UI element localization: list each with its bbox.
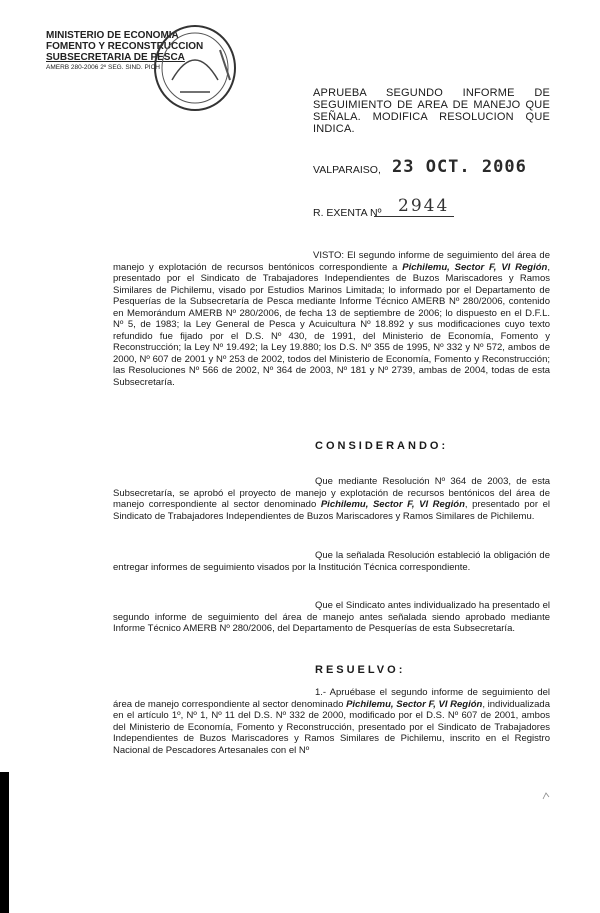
considerando-paragraph-3: Que el Sindicato antes individualizado ha presentado el segundo informe de seguimiento del área de manejo antes señalada siendo aprobado mediante Informe Técnico AMERB Nº 280/2006, del Departamento de Pesquerías de esta Subsecretaría. (113, 600, 550, 634)
resuelvo-1-rest: , individualizada en el artículo 1º, Nº 1, Nº 11 del D.S. Nº 332 de 2000, modificado por el D.S. Nº 607 de 2001, ambos del Ministerio de Economía, Fomento y Reconstrucción, presentado por el Sindicato de Trabajadores Independientes de Buzos Mariscadores y Ramos Similares de Pichilemu, inscrito en el Registro Nacional de Pescadores Artesanales con el Nº (113, 698, 550, 756)
exenta-label: R. EXENTA Nº (313, 207, 382, 219)
considerando-1-sector: Pichilemu, Sector F, VI Región (320, 499, 465, 510)
resuelvo-1-sector: Pichilemu, Sector F, VI Región (346, 698, 483, 710)
visto-sector: Pichilemu, Sector F, VI Región (402, 261, 548, 273)
margin-mark-icon (542, 792, 550, 800)
scan-edge-bar (0, 772, 9, 913)
letterhead-ministry: MINISTERIO DE ECONOMIA (46, 30, 179, 41)
considerando-heading: CONSIDERANDO: (315, 440, 449, 452)
exenta-number: 2944 (398, 196, 450, 216)
letterhead-ministry-2: FOMENTO Y RECONSTRUCCION (46, 41, 204, 52)
considerando-1-rest: , presentado por el Sindicato de Trabajadores Independientes de Buzos Mariscadores y Ramos Similares de Pichilemu. (113, 499, 550, 522)
considerando-paragraph-1 (113, 476, 550, 522)
resuelvo-paragraph-1 (113, 687, 550, 756)
considerando-paragraph-2: Que la señalada Resolución estableció la obligación de entregar informes de seguimiento visados por la Institución Técnica correspondiente. (113, 550, 550, 573)
resolution-subject: APRUEBA SEGUNDO INFORME DE SEGUIMIENTO DE AREA DE MANEJO QUE SEÑALA. MODIFICA RESOLUCION QUE INDICA. (313, 87, 550, 135)
visto-lead: VISTO: El segundo informe de seguimiento del área de manejo y explotación de recursos bentónicos correspondiente a (113, 250, 550, 273)
visto-paragraph (113, 250, 550, 388)
considerando-1-lead: Que mediante Resolución Nº 364 de 2003, de esta Subsecretaría, se aprobó el proyecto de manejo y explotación de recursos bentónicos del área de manejo correspondiente al sector denominado (113, 476, 550, 510)
letterhead-subsecretaria: SUBSECRETARIA DE PESCA (46, 52, 185, 63)
city-label: VALPARAISO, (313, 164, 381, 176)
resuelvo-heading: RESUELVO: (315, 664, 406, 676)
date-stamp: 23 OCT. 2006 (392, 157, 527, 177)
letterhead-reference: AMERB 280-2006 2º SEG. SIND. PICH (46, 64, 161, 71)
visto-rest: , presentado por el Sindicato de Trabajadores Independientes de Buzos Mariscadores y Ramos Similares de Pichilemu, visado por Estudios Marinos Limitada; lo informado por el Departamento de Pesquerías de la Subsecretaría de Pesca mediante Informe Técnico AMERB Nº 280/2006, contenido en Memorándum AMERB Nº 280/2006, de fecha 13 de septiembre de 2006; lo dispuesto en el D.F.L. Nº 5, de 1983; la Ley General de Pesca y Acuicultura Nº 18.892 y sus modificaciones cuyo texto refundido fue fijado por el D.S. Nº 430, de 1991, del Ministerio de Economía, Fomento y Reconstrucción; la Ley Nº 19.492; la Ley 19.880; los D.S. Nº 355 de 1995, Nº 332 y Nº 572, ambos de 2000, Nº 607 de 2001 y Nº 253 de 2002, todos del Ministerio de Economía, Fomento y Reconstrucción; las Resoluciones Nº 566 de 2002, Nº 364 de 2003, Nº 181 y Nº 2739, ambas de 2004, todas de esta Subsecretaría. (113, 261, 550, 388)
official-seal-icon (150, 20, 240, 115)
resuelvo-1-lead: 1.- Apruébase el segundo informe de seguimiento del área de manejo correspondiente al sector denominado (113, 687, 550, 710)
exenta-underline (374, 216, 454, 217)
